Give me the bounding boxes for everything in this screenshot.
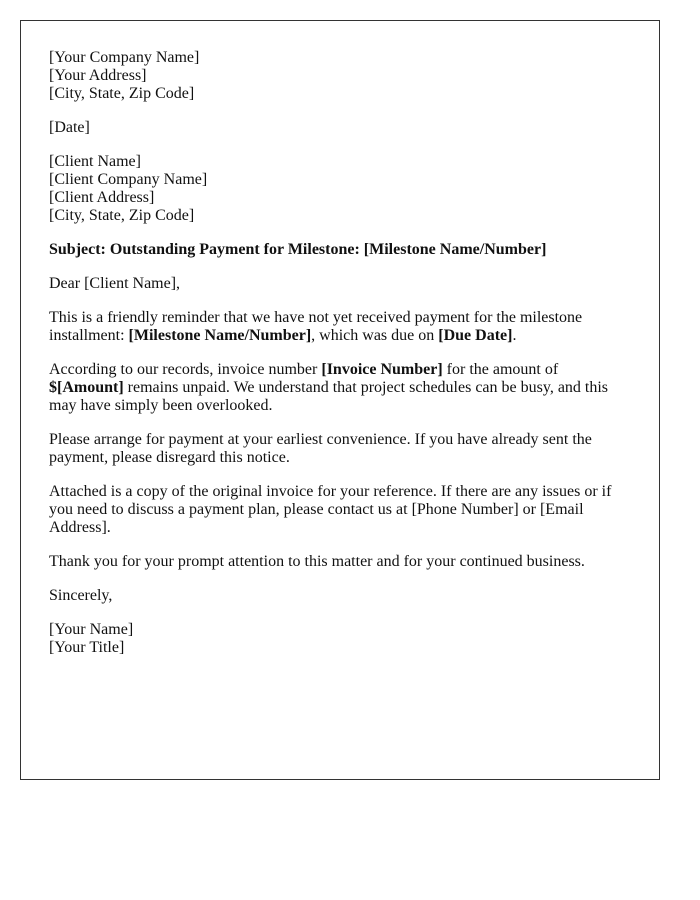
paragraph-attachment: Attached is a copy of the original invoice for your reference. If there are any issues or if you need to discuss a payment plan, please contact us at [Phone Number] or [Email Address]. [49,483,612,536]
text: According to our records, invoice number [49,361,322,378]
invoice-number-placeholder: [Invoice Number] [321,361,443,378]
paragraph-thanks: Thank you for your prompt attention to this matter and for your continued business. [49,553,585,570]
text: , which was due on [311,327,439,344]
text: remains unpaid. We understand that project schedules can be busy, and this may have simply been overlooked. [49,379,609,414]
recipient-city-state-zip: [City, State, Zip Code] [49,207,195,224]
date-block [49,119,631,137]
recipient-company: [Client Company Name] [49,171,208,188]
paragraph-arrange-payment: Please arrange for payment at your earliest convenience. If you have already sent the payment, please disregard this notice. [49,431,592,466]
text: for the amount of [442,361,559,378]
signer-title: [Your Title] [49,639,125,656]
recipient-name: [Client Name] [49,153,141,170]
sender-company: [Your Company Name] [49,49,200,66]
closing: Sincerely, [49,587,113,604]
text: This is a friendly reminder that we have not yet received payment for the milestone installment: [49,309,583,344]
sender-address-block [49,49,631,103]
text: . [512,327,517,344]
salutation: Dear [Client Name], [49,275,181,292]
milestone-placeholder: [Milestone Name/Number] [128,327,312,344]
recipient-address: [Client Address] [49,189,155,206]
paragraph-invoice [49,361,631,415]
sender-city-state-zip: [City, State, Zip Code] [49,85,195,102]
recipient-address-block [49,153,631,225]
amount-placeholder: $[Amount] [49,379,124,396]
sender-address: [Your Address] [49,67,147,84]
subject-line: Subject: Outstanding Payment for Milestone: [Milestone Name/Number] [49,241,547,258]
signature-block [49,621,631,657]
paragraph-reminder [49,309,631,345]
due-date-placeholder: [Due Date] [438,327,513,344]
signer-name: [Your Name] [49,621,134,638]
letter-date: [Date] [49,119,90,136]
letter-page [20,20,660,780]
